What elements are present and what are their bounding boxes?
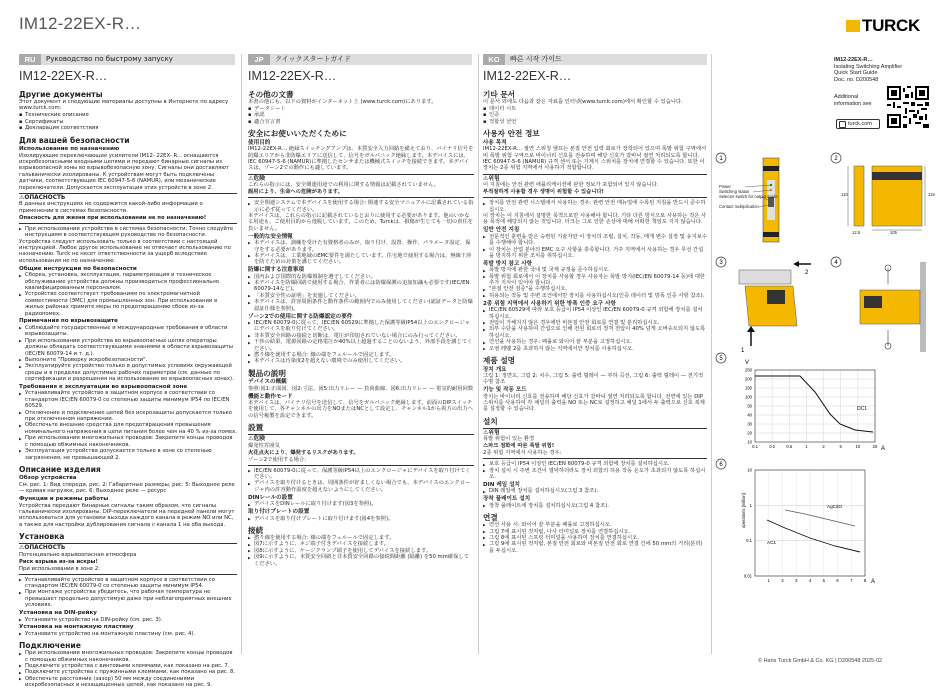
paragraph: Устройства передают бинарные сигналы таким образом, что сигналы гальванически изолированы. DIP-переключатели на передней панели могут использоваться для установки выхода каждого канала в режим NO или NC, а также для настройки дублирования сигнала с канала 1 на оба выхода. [19, 502, 235, 528]
y-tick-label: 10 [747, 439, 752, 445]
warning-text: Риск взрыва из-за искры! [19, 558, 98, 565]
column-jp [248, 86, 474, 586]
list-item: ▶ 図7に示すように、ネジ端子付きデバイスを接続します。 [248, 541, 474, 547]
subsection-heading: Установка на DIN-рейку [19, 610, 97, 617]
additional-info: Additional information see [834, 94, 872, 107]
list-item: ▶ 폭발 방지에 관한 국내 및 국제 규정을 준수하십시오. [483, 267, 707, 273]
column-divider [478, 54, 479, 654]
bullet-list [483, 234, 707, 260]
paragraph: 本書の他にも、以下の資料がインターネット上 (www.turck.com)にあります。 [248, 99, 437, 105]
list-item: ▶ 허용되는 작동 및 주변 조건에서만 장치를 사용하십시오(인증 데이터 및 방폭 인증 사항 참조). [483, 293, 707, 299]
x-tick-label: 0.5 [786, 444, 793, 449]
bullet-list [483, 200, 707, 213]
list-item: ▶ Эксплуатация устройства допускается только в зоне со степенью загрязнения, не превышающей 2. [19, 448, 237, 461]
list-item: ▶ 오염 레벨 2를 초과하지 않는 지역에서만 장치를 사용하십시오. [483, 346, 707, 352]
bullet-list [248, 274, 474, 312]
paragraph: См. рис. 1: Вид спереди, рис. 2: Габаритные размеры, рис. 5: Выходное реле — кривая нагрузки, рис. 6: Выходное реле — ресурс [19, 481, 235, 495]
subsection-heading: Обзор устройства [19, 475, 77, 482]
section-heading: 연결 [483, 513, 498, 523]
list-item: ▶ Обеспечьте расстояние (зазор) 50 мм между соединениями искробезопасных и незащищенных цепей, как показано на рис. 9. [19, 676, 237, 689]
list-item: ▶ Подключите устройства с пружинными клеммами, как показано на рис. 8. [19, 669, 237, 675]
warning-text: Потенциально взрывоопасная атмосфера [19, 551, 137, 558]
step-1: 1 [741, 348, 745, 354]
guide-type: Quick Start Guide [834, 70, 878, 77]
paragraph: Изолирующие переключающие усилители IM12- 22EX- R... оснащаются искробезопасными входными цепями и передают бинарные сигналы из взрывоопасной зоны во взрывобезопасную зону. Сигналы они доставляют гальванически изолированы. К устройствам могут быть подключены датчики, соответствующие IEC 60947-5-6 (NAMUR), или механические переключатели. Допускается эксплуатация этих устройств в зоне 2. [19, 152, 229, 191]
paragraph: 이 문서 외에도 다음과 같은 자료를 인터넷(www.turck.com)에서 확인할 수 있습니다. [483, 99, 683, 105]
y-tick-label: 20 [747, 430, 752, 436]
section-heading: 設置 [248, 423, 264, 433]
subsection-heading: 일반 안전 지침 [483, 227, 520, 234]
language-title: Руководство по быстрому запуску [46, 55, 173, 63]
subsection-heading: DINレールの設置 [248, 494, 293, 501]
x-tick-label: 10 [855, 444, 861, 449]
column-ru [19, 86, 237, 689]
footer-copyright: © Hans Turck GmbH & Co. KG | D200548 2025-02 [758, 658, 883, 664]
section-title-jp: IM12-22EX-R… [248, 69, 337, 83]
list-item: ▶ 장치를 안전 관련 시스템에서 사용하는 경우: 관련 안전 매뉴얼에 수록된 지침을 반드시 준수하십시오. [483, 200, 707, 213]
figure-number: 1 [719, 156, 723, 162]
section-heading: Другие документы [19, 90, 103, 99]
list-item: ▪ Декларация соответствия [19, 125, 237, 131]
x-tick-label: 2 [822, 444, 825, 449]
list-item: ▶ 干渉の結果、電源回路の定格電圧が40%以上超過することのないよう、外部手段を講じてください。 [248, 339, 474, 352]
column-divider [241, 54, 242, 654]
curve-ac1 [767, 520, 860, 552]
list-item: ▶ 国内および国際的な防爆規制を遵守してください。 [248, 274, 474, 280]
warning-box [19, 543, 237, 574]
bullet-list [483, 461, 707, 480]
list-item: ▶ 이 장치는 산업 분야의 EMC 요구 사항을 충족합니다. 거주 지역에서 사용하는 경우 무선 간섭을 방지하기 위한 조치를 취하십시오. [483, 247, 707, 260]
section-heading: Для вашей безопасности [19, 135, 130, 145]
fig1-label-contact: Contact multiplication [719, 204, 759, 209]
list-item: ▶ 撚り線を使用する場合: 線の端をフェルールで固定します。 [248, 352, 474, 358]
list-item: ▶ IEC/EN 60079-0に従って、保護等級IP54以上のエンクロージャにデバイスを取り付けてください。 [248, 468, 474, 481]
bullet-list [248, 320, 474, 365]
list-item: ▪ 데이터 시트 [483, 106, 707, 112]
column-divider [711, 54, 712, 654]
list-item: ▶ При использовании устройства в системах безопасности: Точно следуйте инструкциям в соответствующем руководстве по безопасности. [19, 226, 237, 239]
warning-box [19, 193, 237, 224]
x-tick-label: 5 [822, 578, 825, 583]
x-tick-label: 0.2 [769, 444, 776, 449]
bullet-list [19, 617, 237, 623]
subsection-heading: Примечания по взрывозащите [19, 318, 118, 325]
product-type: Isolating Switching Amplifier [834, 63, 903, 70]
turck-link[interactable]: turck.com [836, 119, 880, 129]
y-tick-label: 0.01 [743, 573, 752, 579]
x-tick-label: 3 [795, 578, 798, 583]
list-item: ▶ Выполните "Проверку искробезопасности". [19, 357, 237, 363]
paragraph: Этот документ и следующие материалы доступны в Интернете по адресу www.turck.com: [19, 99, 229, 112]
subsection-heading: 取り付けプレートの設置 [248, 509, 310, 516]
list-item: ▶ 撚り線を使用する場合: 線の端をフェルールで固定します。 [248, 535, 474, 541]
subsection-heading: 사용 목적 [483, 139, 507, 146]
list-item: ▶ Устанавливайте устройство в защитном корпусе в соответствии со стандартом IEC/EN 60079-0 со степенью защиты минимум IP54 по IEC/EN 60529. [19, 390, 237, 409]
list-item: ▪ Сертификаты [19, 119, 237, 125]
section-heading: 製品の説明 [248, 368, 286, 378]
step-2: 2 [805, 270, 809, 276]
warning-text: 이 지침에는 안전 관련 애플리케이션에 관한 정보가 포함되어 있지 않습니다. [483, 182, 659, 189]
x-tick-label: 7 [850, 578, 853, 583]
section-heading: 사용자 안전 정보 [483, 129, 540, 139]
section-heading: 接続 [248, 525, 264, 535]
list-item: ▶ デバイスを取り付けプレートに取り付けます(図4を参照)。 [248, 516, 474, 522]
section-title-ko: IM12-22EX-R… [483, 69, 572, 83]
x-tick-label: 8 [863, 578, 867, 583]
fig1-label-selector: Selector switch for output mode [719, 194, 778, 199]
y-tick-label: 1 [749, 502, 752, 508]
paragraph: IM12-22EX-R… 절연 스위칭 앰프는 본질 안전 입력 회로가 장착되어 있으며 폭발 위험 구역에서 비 폭발 위험 구역으로 바이너리 신호를 전송하며 해당 신호가 갈바닉 절연 처리되도록 합니다. IEC 60947-5-6 (NAMUR) 규격 센서 또는 기계식 스위치를 장치에 연결할 수 있습니다. 또한 이 장치는 2종 위험 지역에서 사용하기 적합합니다. [483, 146, 707, 172]
subsection-heading: ゾーン2での使用に関する防爆認定の要件 [248, 313, 353, 320]
paragraph: 参照:図1:正面図、図2:寸法、図5:出力リレー — 負荷曲線、図6:出力リレー — 電気的耐用回数 [248, 385, 474, 392]
figure-2 [830, 152, 940, 256]
language-bar-ko [483, 54, 707, 65]
list-item: ▶ 本デバイスは、訓練を受けた有資格者のみが、取り付け、設置、操作、パラメータ設定、保守をする必要があります。 [248, 240, 474, 253]
x-tick-label: 1 [805, 444, 808, 449]
bullet-list [19, 112, 237, 131]
paragraph: 本デバイスは、バイナリ信号を送信して、信号をガルバニック絶縁します。前面のDIPスイッチを使用して、各チャンネルの出力をNOまたはNCとして設定し、チャンネル1から両方の出力への信号複製を設定できます。 [248, 400, 474, 419]
y-tick-label: 50 [747, 403, 752, 409]
list-item: ▶ IEC/EN 60529에 따라 보호 등급이 IP54 이상인 IEC/EN 60079-0 규격 외함에 장치를 설치하십시오. [483, 307, 707, 320]
curve-dc1 [755, 376, 873, 432]
warning-box [248, 174, 474, 198]
list-item: ▶ 本デバイスは、工業地域のEMC要件を満たしています。住宅地で使用する場合は、無線干渉を防ぐための対策を講じてください。 [248, 253, 474, 266]
language-code: KO [483, 54, 505, 65]
list-item: ▶ 전압이 가해지지 않은 경우에만 비본질 안전 회로를 연결 및 분리하십시오. [483, 320, 707, 326]
warning-text: これらの指示には、安全関連用途での利用に関する情報は記載されていません。 [248, 182, 440, 189]
section-heading: Подключение [19, 641, 81, 651]
list-item: ▶ 전문적인 훈련을 받은 숙련된 기술자만 이 장치의 조립, 설치, 작동, 매개 변수 설정 및 유지보수를 수행해야 합니다. [483, 234, 707, 247]
figure-number: 6 [719, 462, 723, 468]
y-tick-label: 250 [745, 367, 752, 373]
list-item: ▶ 非本質安全回路の接続と切断は、電圧が印加されていない場合にのみ行ってください。 [248, 333, 474, 339]
section-heading: Описание изделия [19, 464, 101, 474]
list-item: ▪ Технические описание [19, 112, 237, 118]
figure-number: 3 [719, 260, 723, 266]
figure-number: 2 [834, 156, 838, 162]
list-item: ▶ При монтаже устройства убедитесь, что рабочая температура не превышает предельно допустимую даже при неблагоприятных внешних условиях. [19, 589, 237, 608]
column-ko [483, 86, 707, 566]
list-item: ▶ 本デバイスは、許容周囲条件と動作条件の範囲内でのみ使用してください(認証データと防爆認証仕様を参照)。 [248, 299, 474, 312]
bullet-list [19, 325, 237, 383]
dim-depth: 105 [890, 230, 897, 235]
bullet-list [248, 468, 474, 494]
bullet-list [248, 535, 474, 567]
list-item: ▶ 장착 플레이트에 장치를 설치하십시오(그림 4 참조). [483, 503, 707, 509]
bullet-list [19, 272, 237, 317]
warning-text: 2종 위험 지역에서 사용하는 경우: [483, 450, 562, 457]
warning-text: ゾーン2で使用する場合: [248, 456, 307, 463]
paragraph: 本デバイスは、これらの指示に記載されているとおりに使用する必要があります。他のいかなる用途も、ご使用目的から逸脱しています。このため、Turckは、損傷が生じても一切の責任を負いません。 [248, 212, 474, 232]
language-title: 빠른 시작 가이드 [510, 55, 562, 63]
x-tick-label: 1 [767, 578, 770, 583]
bullet-list [19, 577, 237, 609]
subsection-heading: Использование по назначению [19, 146, 120, 153]
y-axis-label: operations [million] [741, 493, 746, 528]
curve-agcdo [785, 510, 855, 526]
warning-text: 부적절하게 사용할 경우 생명이 위험할 수 있습니다! [483, 189, 604, 196]
x-tick-label: 5 [839, 444, 842, 449]
series-label: AgCdO [827, 504, 843, 509]
list-item: ▪ 適合宣言書 [248, 119, 474, 125]
warning-text: Опасность для жизни при использовании не по назначению! [19, 214, 207, 221]
subsection-heading: 一般的な安全情報 [248, 233, 293, 240]
warning-text: 폭발 위험이 있는 환경 [483, 436, 535, 443]
list-item: ▪ データシート [248, 106, 474, 112]
list-item: ▶ Обеспечьте внешние средства для предотвращения превышения номинального напряжения в цепи питания более чем на 40 % из-за помех. [19, 422, 237, 435]
list-item: ▶ Установите устройство на DIN-рейку (см. рис. 3). [19, 617, 237, 623]
list-item: ▶ 그림 9에 표시된 것처럼, 본질 안전 회로와 비본질 안전 회로 연결 간에 50 mm의 거리(분리)를 두십시오. [483, 541, 707, 554]
warning-title: ⚠ ОПАСНОСТЬ [19, 195, 237, 201]
fig1-label-power: Power [719, 184, 731, 189]
product-name: IM12-22EX-R… [834, 57, 873, 63]
bullet-list [248, 516, 474, 522]
qr-code [887, 86, 929, 128]
language-bar-ru [19, 54, 235, 65]
list-item: ▶ 本デバイスを防爆回路で使用する場合、作業者には防爆保護の追加知識も必要です(IEC/EN 60079-14など)。 [248, 280, 474, 293]
list-item: ▶ Устанавливайте устройство в защитном корпусе в соответствии со стандартом IEC/EN 60079-0 со степенью защиты минимум IP54. [19, 577, 237, 590]
bullet-list [248, 501, 474, 507]
list-item: ▶ 図8に示すように、ケージクランプ端子を使用してデバイスを接続します。 [248, 548, 474, 554]
subsection-heading: デバイスの概観 [248, 379, 287, 386]
section-heading: 安全にお使いいただくために [248, 129, 347, 139]
turck-logo: TURCK [846, 16, 920, 36]
list-item: ▶ Сборка, установка, эксплуатация, параметризация и техническое обслуживание устройства должны производиться профессионально квалифицированным персоналом. [19, 272, 237, 291]
warning-text: В данных инструкциях не содержится какой-либо информации о применении в системах безопасности. [19, 201, 203, 214]
subsection-heading: 장착 플레이트 설치 [483, 496, 531, 503]
bullet-list [483, 106, 707, 125]
subsection-heading: 機能と動作モード [248, 393, 293, 400]
subsection-heading: 防爆に関する注意事項 [248, 267, 304, 274]
warning-title: ⚠ 危険 [248, 436, 474, 442]
warning-box [483, 174, 707, 198]
y-tick-label: 40 [747, 412, 752, 418]
list-item: ▶ DIN 레일에 장치를 설치하십시오(그림 3 참조). [483, 488, 707, 494]
subsection-heading: 使用目的 [248, 139, 271, 146]
list-item: ▶ デバイスをDINレールに取り付けます(図3を参照)。 [248, 501, 474, 507]
subsection-heading: 기능 및 작동 모드 [483, 387, 527, 394]
figure-6-chart [715, 458, 941, 588]
list-item: ▶ Эксплуатируйте устройство только в допустимых условиях окружающей среды и в пределах допустимых рабочих параметров (см. данные по сертификации и разрешения на использование во взрывоопасных зонах). [19, 363, 237, 382]
warning-box [483, 428, 707, 459]
section-heading: Установка [19, 532, 65, 542]
y-tick-label: 10 [747, 467, 752, 473]
list-item: ▶ При использовании устройства во взрывоопасных цепях операторы должны обладать соответствующими знаниями в области взрывозащиты (IEC/EN 60079-14 и т. д.). [19, 338, 237, 357]
subsection-heading: Установка на монтажную пластину [19, 624, 134, 631]
paragraph: Устройства следует использовать только в соответствии с настоящей инструкцией. Любое другое использование не отвечает использованию по назначению. Turck не несет ответственности за ущерб вследствие использования не по назначению. [19, 238, 231, 264]
warning-title: ⚠ ОПАСНОСТЬ [19, 545, 237, 551]
bullet-list [483, 267, 707, 299]
warning-title: ⚠ 위험 [483, 430, 707, 436]
list-item: ▶ 연선을 사용하는 경우: 페룰로 와이어 끝 부분을 고정하십시오. [483, 339, 707, 345]
dim-height: 110 [841, 192, 848, 197]
list-item: ▶ 安全関連システムで本デバイスを使用する場合: 関連する安全マニュアルに記載されている指示に必ず従ってください。 [248, 200, 474, 213]
y-tick-label: 0.1 [746, 538, 752, 544]
subsection-heading: 2종 위험 지역에서 사용하기 위한 방폭 인증 요구 사항 [483, 300, 616, 307]
x-axis-label: A [871, 579, 876, 585]
language-title: クイックスタートガイド [275, 55, 352, 63]
doc-number: Doc. no. D200548 [834, 77, 879, 84]
subsection-heading: Требования к эксплуатации во взрывоопасной зоне [19, 384, 188, 391]
list-item: ▶ "본질 안전 검증"을 수행하십시오. [483, 286, 707, 292]
section-heading: 기타 문서 [483, 90, 515, 99]
y-axis-label: V [745, 360, 750, 366]
language-code: RU [19, 54, 41, 65]
list-item: ▶ Устройство соответствует требованиям по электромагнитной совместимости (ЭМС) для промышленных зон. При использовании в жилых районах примите меры по предотвращению сбоев из-за радиопомех. [19, 291, 237, 317]
list-item: ▶ IEC/EN 60079-0に従って、IEC/EN 60529に準拠した保護等級IP54以上のエンクロージャにデバイスを取り付けてください。 [248, 320, 474, 333]
bullet-list [483, 307, 707, 352]
y-tick-label: 30 [747, 421, 752, 427]
list-item: ▶ 「本質安全性の証明」を実施してください。 [248, 293, 474, 299]
list-item: ▶ При использовании многожильных проводов: Закрепите концы проводов с помощью обжимных наконечников. [19, 435, 237, 448]
bullet-list [248, 200, 474, 213]
figure-3 [715, 256, 815, 360]
subsection-heading: Функции и режимы работы [19, 496, 109, 503]
list-item: ▶ 장치 설치 시 주변 조건이 열악하더라도 장치 외함의 허용 작동 온도가 초과되지 않도록 하십시오. [483, 468, 707, 481]
list-item: ▪ 적합성 선언 [483, 119, 707, 125]
y-tick-label: 100 [745, 394, 752, 400]
list-item: ▶ 그림 7에 표시된 것처럼, 나사 터미널로 장치를 연결하십시오. [483, 529, 707, 535]
list-item: ▶ Подключите устройства с винтовыми клеммами, как показано на рис. 7. [19, 663, 237, 669]
paragraph: IM12-22EX-R… 絶縁スイッチングアンプは、本質安全入力回路を備えており、バイナリ信号を防爆エリアから非防爆エリアに送信して、信号をガルバニック絶縁します。本デバイスには、IEC 60947-5-6 (NAMUR)に準拠したセンサまたは機械式スイッチを接続できます。本デバイスは、ゾーン2での動作にも適しています。 [248, 146, 474, 172]
subsection-heading: DIN 레일 설치 [483, 481, 520, 488]
warning-text: 스파크 점화에 따른 폭발 위험! [483, 443, 555, 450]
y-tick-label: 200 [745, 376, 752, 382]
warning-title: ⚠ 危険 [248, 176, 474, 182]
list-item: ▶ 그림 8에 표시된 스프링 터미널을 사용하여 장치를 연결하십시오. [483, 535, 707, 541]
bullet-list [19, 631, 237, 637]
list-item: ▪ 인증 [483, 112, 707, 118]
bullet-list [248, 106, 474, 125]
list-item: ▶ При использовании многожильных проводов: Закрепите концы проводов с помощью обжимных наконечников. [19, 650, 237, 663]
list-item: ▶ デバイスを取り付けるときは、周囲条件が好ましくない場合でも、本デバイスのエンクロージャ内の許容動作温度を超えないようにしてください。 [248, 480, 474, 493]
list-item: ▶ Установите устройство на монтажную пластину (см. рис. 4). [19, 631, 237, 637]
paragraph: 이 장치는 이 지침에서 설명한 목적으로만 사용해야 합니다. 기타 다른 방식으로 사용하는 것은 사용 목적에 해당되지 않는 것입니다. 터크는 그로 인한 손상에 대해 어떠한 책임도 지지 않습니다. [483, 212, 707, 226]
dim-height-total: 119 [928, 192, 935, 197]
warning-text: 火花点火により、爆発するリスクがあります。 [248, 449, 359, 456]
x-tick-label: 20 [872, 444, 878, 449]
warning-box [248, 434, 474, 465]
turck-logo-mark [846, 20, 860, 32]
link-icon [839, 121, 846, 128]
list-item: ▶ 本デバイスは汚染度2を超えない環境でのみ使用してください。 [248, 358, 474, 364]
figure-1 [715, 152, 815, 256]
bullet-list [19, 226, 237, 239]
series-label: AC1 [767, 540, 776, 545]
warning-text: 誤用により、生命への危険があります。 [248, 189, 343, 196]
figure-5-chart [715, 352, 941, 452]
document-title: IM12-22EX-R… [19, 14, 142, 33]
section-heading: その他の文書 [248, 90, 294, 99]
warning-text: 爆発性雰囲気 [248, 442, 280, 449]
x-tick-label: 0.1 [752, 444, 758, 449]
list-item: ▪ 承認 [248, 112, 474, 118]
subsection-heading: 폭발 방지 참고 사항 [483, 260, 533, 267]
language-bar-jp [248, 54, 472, 65]
figure-4 [830, 256, 940, 360]
language-code: JP [248, 54, 270, 65]
section-heading: 설치 [483, 416, 498, 426]
list-item: ▶ Отключение и подключение цепей без искрозащиты допускается только при отключенном напряжении. [19, 410, 237, 423]
bullet-list [483, 488, 707, 494]
x-tick-label: 6 [836, 578, 839, 583]
bullet-list [483, 522, 707, 554]
bullet-list [248, 240, 474, 266]
fig1-label-switching: Switching status [719, 189, 750, 194]
section-heading: 제품 설명 [483, 356, 515, 365]
bullet-list [19, 650, 237, 688]
figure-number: 4 [834, 260, 838, 266]
paragraph: 장치는 바이너리 신호를 전송하며 해당 신호가 갈바닉 절연 처리되도록 합니다. 전면에 있는 DIP 스위치를 사용하여 각 채널의 출력을 NO 또는 NC로 설정하고 채널 1에서 두 출력으로 신호 복제를 설정할 수 있습니다. [483, 393, 705, 413]
bullet-list [483, 503, 707, 509]
dim-width: 12.5 [852, 230, 861, 235]
subsection-heading: Общие инструкции по безопасности [19, 265, 137, 272]
x-tick-label: 2 [781, 578, 784, 583]
list-item: ▶ 보호 등급이 IP54 이상인 IEC/EN 60079-0 규격 외함에 장치를 설치하십시오. [483, 461, 707, 467]
list-item: ▶ 폭발 위험 회로에서 이 장치를 사용할 경우 사용자는 폭발 방지(IEC/EN 60079-14 등)에 대한 추가 지식이 있어야 합니다. [483, 274, 707, 287]
bullet-list [19, 390, 237, 460]
section-title-ru: IM12-22EX-R… [19, 69, 108, 83]
product-info [834, 57, 902, 84]
subsection-heading: 장치 개요 [483, 366, 507, 373]
curve-label: DC1 [857, 406, 868, 412]
list-item: ▶ Соблюдайте государственные и международные требования в области взрывозащиты. [19, 325, 237, 338]
figure-number: 5 [719, 356, 723, 362]
list-item: ▶ 연선 사용 시: 와이어 끝 부분을 페룰로 고정하십시오. [483, 522, 707, 528]
paragraph: 그림 1: 정면도, 그림 2: 치수, 그림 5: 출력 릴레이 — 부하 곡선, 그림 6: 출력 릴레이 — 전기적 수명 참조 [483, 372, 704, 386]
list-item: ▶ 図9に示すように、本質安全回路と非本質安全回路の接続間距離 (隔離) を50 mm確保してください。 [248, 554, 474, 567]
list-item: ▶ 외부 수단을 사용하여 간섭으로 인해 전원 회로의 정격 전압이 40% 넘게 오버슈트되지 않도록 하십시오. [483, 326, 707, 339]
warning-title: ⚠ 위험 [483, 176, 707, 182]
x-tick-label: 4 [808, 578, 812, 583]
x-axis-label: A [881, 446, 886, 452]
warning-text: При использовании в зоне 2: [19, 565, 100, 572]
y-tick-label: 150 [745, 385, 752, 391]
